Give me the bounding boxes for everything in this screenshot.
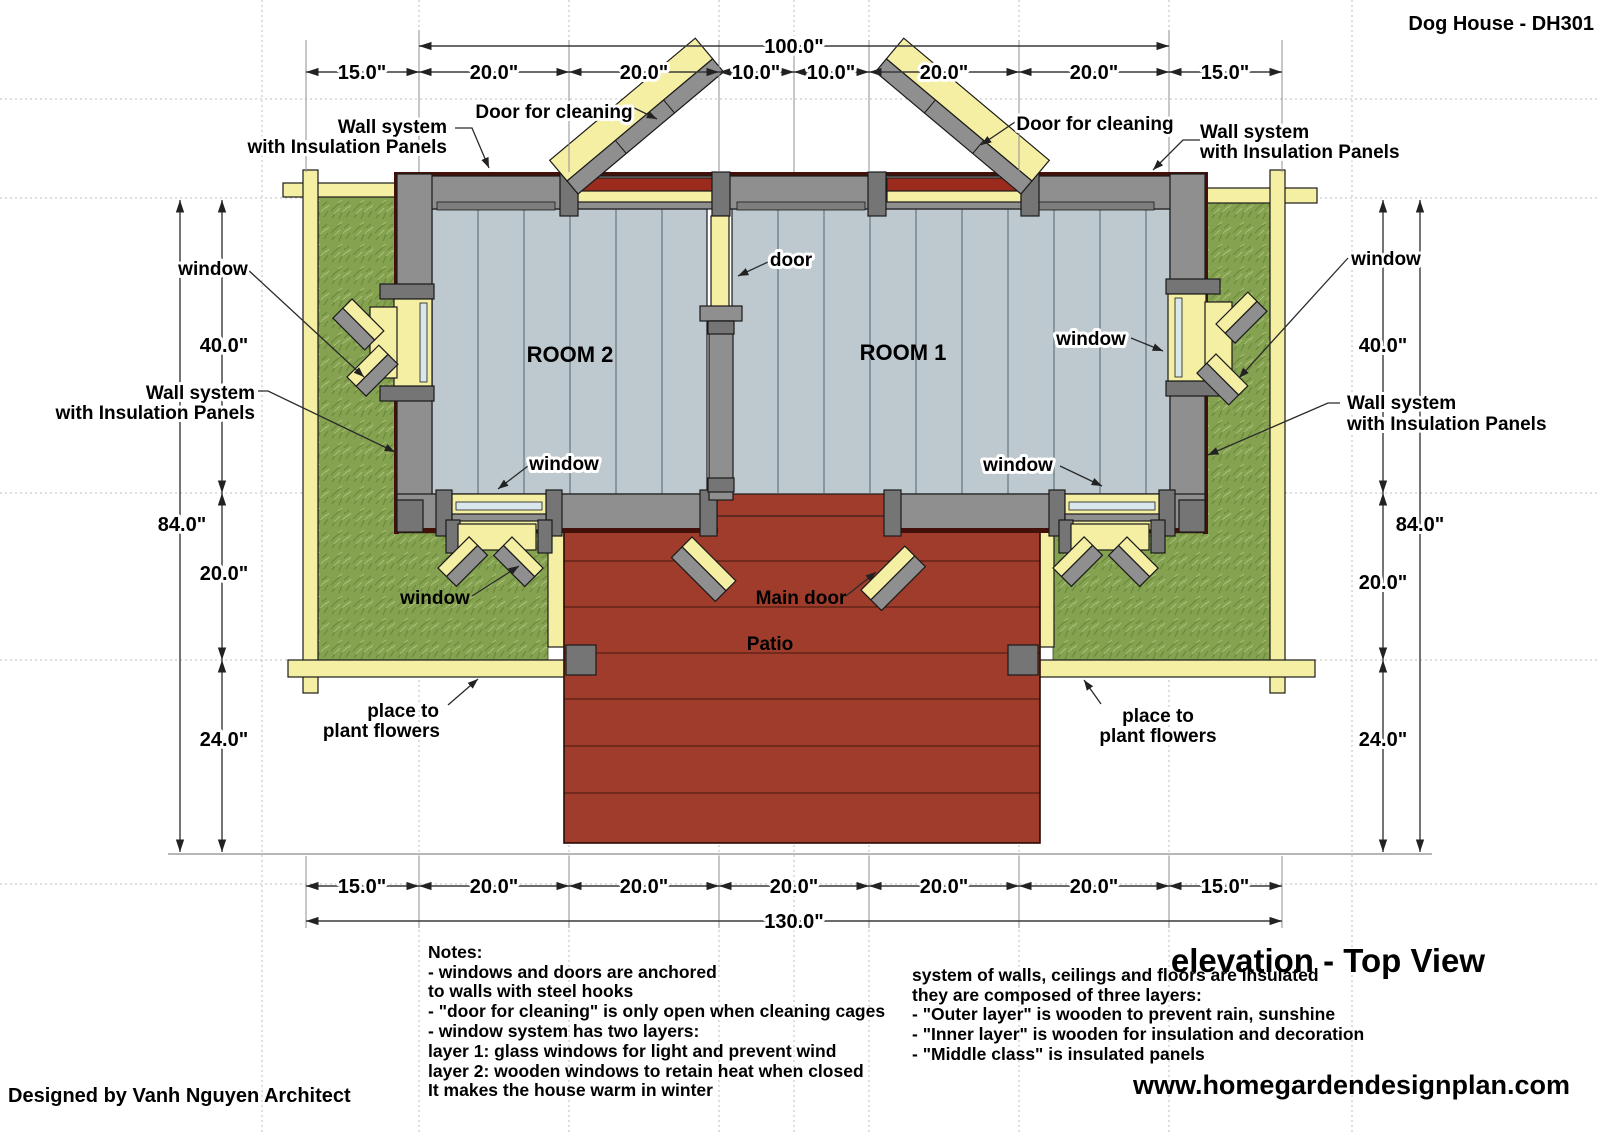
note-left-2: to walls with steel hooks [428, 981, 634, 1001]
dimensions-left [158, 200, 248, 852]
dim-right-upper: 40.0" [1358, 335, 1408, 357]
note-left-5: layer 1: glass windows for light and prevent wind [428, 1041, 837, 1061]
label-window-room1-bottom: window [983, 455, 1053, 476]
note-left-0: Notes: [428, 942, 483, 962]
label-wall-system-midright-2: with Insulation Panels [1347, 414, 1547, 435]
dimensions-bottom [306, 856, 1282, 933]
dim-top-4: 10.0" [806, 62, 856, 84]
dim-top-6: 20.0" [1069, 62, 1119, 84]
label-door: door [769, 250, 813, 271]
dim-bot-0: 15.0" [337, 876, 387, 898]
label-window-room1-wall: window [1056, 329, 1126, 350]
label-door-for-cleaning-right: Door for cleaning [1016, 114, 1174, 135]
label-place-right-1: place to [1122, 706, 1194, 727]
label-window-room2-outside: window [400, 588, 470, 609]
label-wall-system-topleft-1: Wall system [337, 117, 447, 138]
dim-bot-3: 20.0" [769, 876, 819, 898]
dim-bot-4: 20.0" [919, 876, 969, 898]
label-place-left-1: place to [367, 701, 439, 722]
note-left-7: It makes the house warm in winter [428, 1080, 713, 1100]
label-wall-system-midleft-1: Wall system [145, 383, 255, 404]
interior-door-leaf [711, 216, 729, 308]
label-wall-system-midright-1: Wall system [1347, 393, 1457, 414]
note-left-1: - windows and doors are anchored [428, 962, 717, 982]
dim-top-3: 10.0" [731, 62, 781, 84]
patio-entry [717, 494, 884, 516]
dim-left-upper: 40.0" [199, 335, 249, 357]
note-right-4: - "Middle class" is insulated panels [912, 1044, 1205, 1064]
dim-left-middle: 20.0" [199, 563, 249, 585]
dim-left-lower: 24.0" [199, 729, 249, 751]
note-right-3: - "Inner layer" is wooden for insulation and decoration [912, 1024, 1365, 1044]
dim-bottom-total: 130.0" [764, 911, 824, 933]
dim-left-total: 84.0" [157, 514, 207, 536]
drawing-title: Dog House - DH301 [1408, 13, 1594, 35]
patio-deck [548, 494, 1054, 843]
note-right-1: they are composed of three layers: [912, 985, 1202, 1005]
label-room2: ROOM 2 [526, 342, 614, 367]
label-wall-system-topleft-2: with Insulation Panels [247, 137, 447, 158]
label-window-left: window [178, 259, 248, 280]
dim-top-1: 20.0" [469, 62, 519, 84]
website-link[interactable]: www.homegardendesignplan.com [1132, 1070, 1570, 1100]
wall-top [396, 172, 1206, 216]
dim-bot-2: 20.0" [619, 876, 669, 898]
label-place-left-2: plant flowers [322, 721, 440, 742]
label-door-for-cleaning-left: Door for cleaning [475, 102, 633, 123]
dim-top-7: 15.0" [1200, 62, 1250, 84]
notes-right [912, 965, 1364, 1064]
notes-left [428, 942, 885, 1100]
note-left-3: - "door for cleaning" is only open when cleaning cages [428, 1001, 886, 1021]
view-title: elevation - Top View [1170, 942, 1486, 979]
dim-top-0: 15.0" [337, 62, 387, 84]
label-window-room2-bottom: window [529, 454, 599, 475]
dim-top-5: 20.0" [919, 62, 969, 84]
designer-credit: Designed by Vanh Nguyen Architect [8, 1085, 351, 1107]
note-right-2: - "Outer layer" is wooden to prevent rain, sunshine [912, 1004, 1336, 1024]
patio-corner-post-left [566, 645, 596, 675]
dimensions-right [1359, 200, 1444, 852]
patio-corner-post-right [1008, 645, 1038, 675]
label-window-right: window [1351, 249, 1421, 270]
note-right-0: system of walls, ceilings and floors are insulated [912, 965, 1319, 985]
label-main-door: Main door [755, 588, 847, 609]
label-room1: ROOM 1 [859, 340, 947, 365]
label-wall-system-topright-1: Wall system [1200, 122, 1310, 143]
main-door-post-right [884, 490, 901, 536]
dim-bot-1: 20.0" [469, 876, 519, 898]
dim-right-middle: 20.0" [1358, 572, 1408, 594]
dim-bot-6: 15.0" [1200, 876, 1250, 898]
dim-right-lower: 24.0" [1358, 729, 1408, 751]
label-patio: Patio [746, 634, 794, 655]
dim-bot-5: 20.0" [1069, 876, 1119, 898]
label-wall-system-topright-2: with Insulation Panels [1200, 142, 1400, 163]
dimensions-top [306, 30, 1282, 172]
label-place-right-2: plant flowers [1099, 726, 1217, 747]
dim-top-2: 20.0" [619, 62, 669, 84]
note-left-4: - window system has two layers: [428, 1021, 700, 1041]
label-wall-system-midleft-2: with Insulation Panels [55, 403, 255, 424]
dim-top-total: 100.0" [764, 36, 824, 58]
note-left-6: layer 2: wooden windows to retain heat when closed [428, 1061, 864, 1081]
dim-right-total: 84.0" [1395, 514, 1445, 536]
